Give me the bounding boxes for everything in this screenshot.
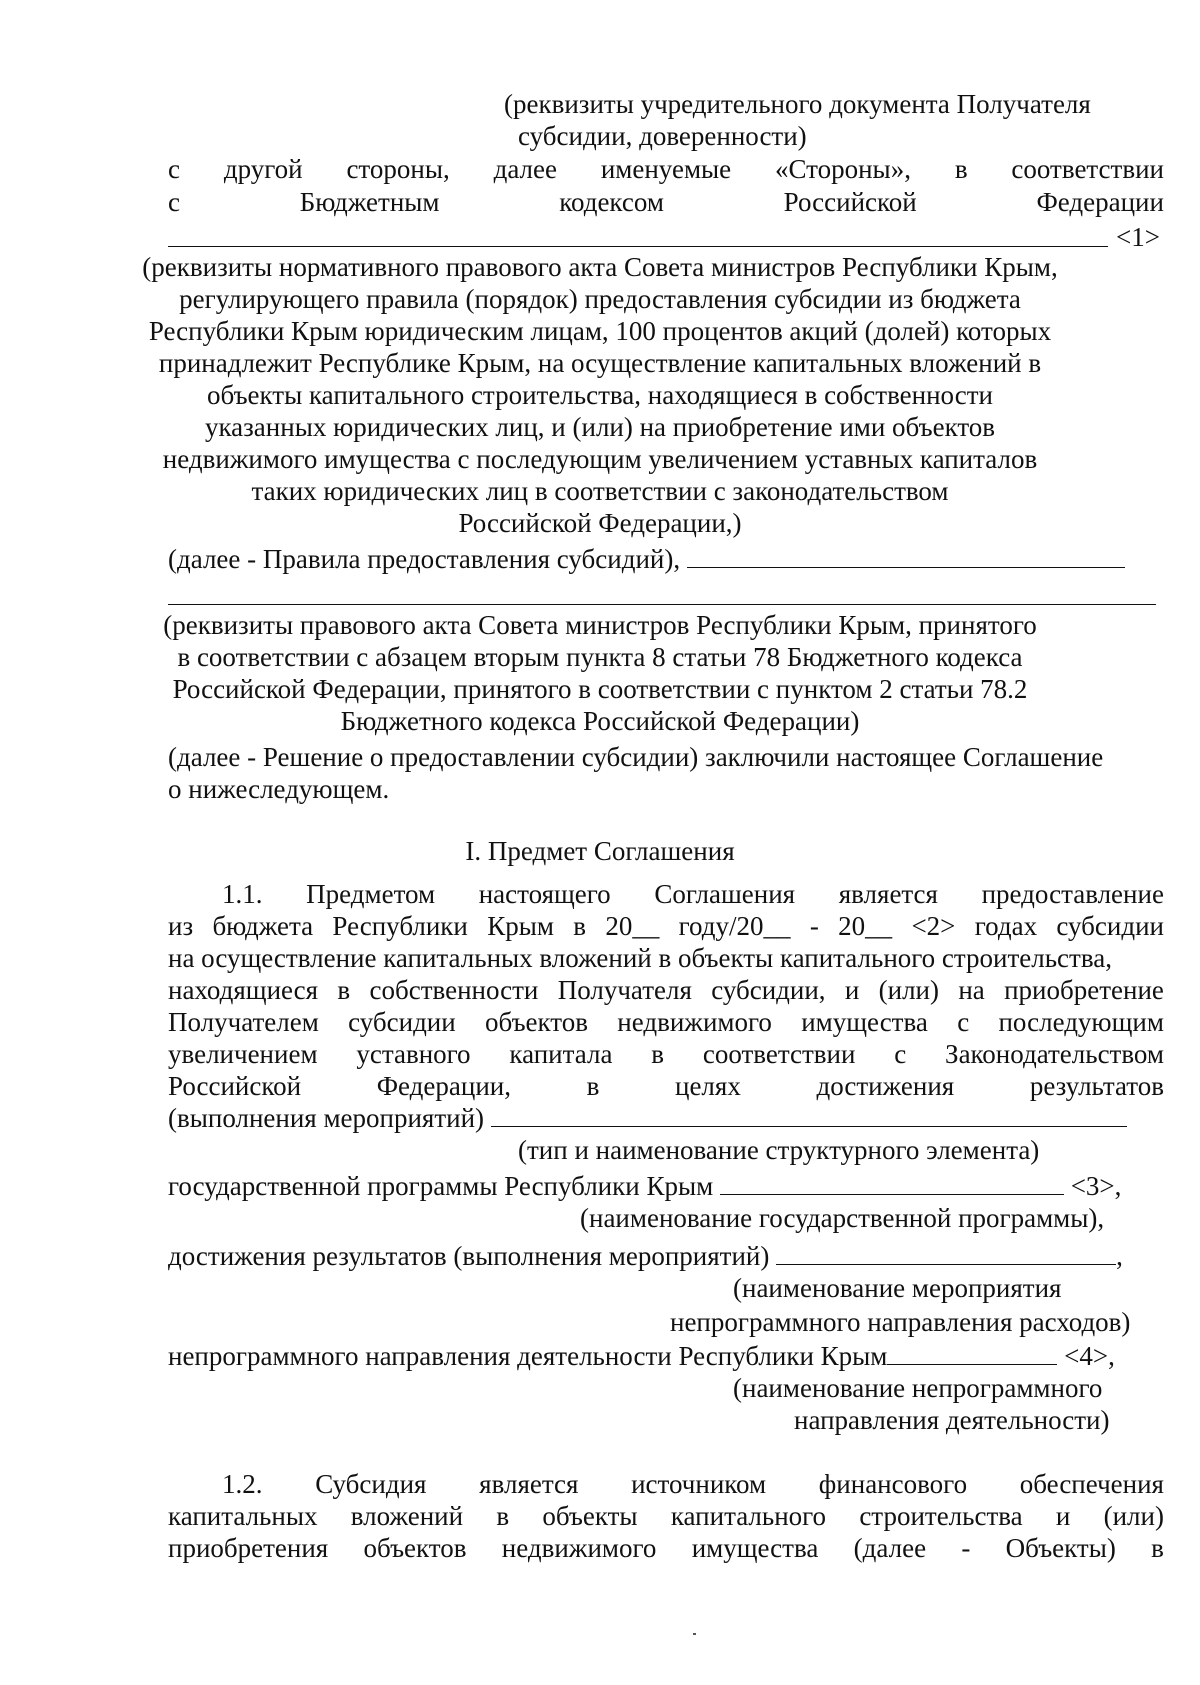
regulation-note-line9: Российской Федерации,) — [458, 508, 742, 538]
clause-1-2-line1: 1.2. Субсидия является источником финансового обеспечения — [222, 1469, 1164, 1499]
nonprogram-note-line1: (наименование непрограммного — [733, 1373, 1103, 1403]
clause-1-1-line3: на осуществление капитальных вложений в объекты капитального строительства, — [168, 943, 1112, 973]
regulation-note-line1: (реквизиты нормативного правового акта Совета министров Республики Крым, — [142, 252, 1058, 282]
blank-field — [776, 1240, 1116, 1265]
clause-1-1-line7: Российской Федерации, в целях достижения результатов — [168, 1071, 1164, 1101]
nonprogram-line: непрограммного направления деятельности Республики Крым <4>, — [168, 1341, 1115, 1371]
structural-element-note: (тип и наименование структурного элемента) — [518, 1135, 1040, 1165]
decision-note-line1: (реквизиты правового акта Совета министров Республики Крым, принятого — [163, 610, 1037, 640]
results-line: достижения результатов (выполнения мероприятий) , — [168, 1241, 1123, 1271]
state-program-note: (наименование государственной программы), — [580, 1203, 1105, 1233]
parties-line: с другой стороны, далее именуемые «Стороны», в соответствии — [168, 154, 1164, 184]
regulation-note-line2: регулирующего правила (порядок) предоставления субсидии из бюджета — [179, 284, 1021, 314]
blank-field — [887, 1340, 1057, 1365]
decision-note-line3: Российской Федерации, принятого в соответствии с пунктом 2 статьи 78.2 — [172, 674, 1028, 704]
clause-1-1-line1: 1.1. Предметом настоящего Соглашения является предоставление — [222, 879, 1164, 909]
activity-note-line2: непрограммного направления расходов) — [670, 1307, 1131, 1337]
blank-line-decision — [168, 604, 1156, 605]
budget-code-line: с Бюджетным кодексом Российской Федерации — [168, 187, 1164, 217]
regulation-note-line7: недвижимого имущества с последующим увеличением уставных капиталов — [162, 444, 1038, 474]
state-program-line: государственной программы Республики Крым <3>, — [168, 1171, 1122, 1201]
decision-line: (далее - Решение о предоставлении субсидии) заключили настоящее Соглашение — [168, 742, 1104, 772]
clause-1-2-line3: приобретения объектов недвижимого имущества (далее - Объекты) в — [168, 1533, 1164, 1563]
blank-field — [491, 1102, 1127, 1127]
clause-1-1-line4: находящиеся в собственности Получателя субсидии, и (или) на приобретение — [168, 975, 1164, 1005]
clause-1-1-line6: увеличением уставного капитала в соответствии с Законодательством — [168, 1039, 1164, 1069]
nonprogram-note-line2: направления деятельности) — [794, 1405, 1110, 1435]
section-heading: I. Предмет Соглашения — [465, 836, 735, 866]
footnote-ref-1: <1> — [1116, 222, 1160, 252]
activity-note-line1: (наименование мероприятия — [733, 1273, 1062, 1303]
scan-speck — [693, 1633, 696, 1635]
decision-note-line4: Бюджетного кодекса Российской Федерации) — [340, 706, 860, 736]
regulation-note-line3: Республики Крым юридическим лицам, 100 процентов акций (долей) которых — [148, 316, 1052, 346]
clause-1-1-line2: из бюджета Республики Крым в 20__ году/20__ - 20__ <2> годах субсидии — [168, 911, 1164, 941]
founding-doc-note-line1: (реквизиты учредительного документа Получателя — [504, 89, 1091, 119]
regulation-note-line6: указанных юридических лиц, и (или) на приобретение ими объектов — [204, 412, 996, 442]
regulation-note-line8: таких юридических лиц в соответствии с законодательством — [251, 476, 949, 506]
regulation-note-line4: принадлежит Республике Крым, на осуществление капитальных вложений в — [158, 348, 1042, 378]
rules-line: (далее - Правила предоставления субсидий), — [168, 543, 1125, 575]
decision-note-line2: в соответствии с абзацем вторым пункта 8 статьи 78 Бюджетного кодекса — [177, 642, 1023, 672]
clause-1-1-line5: Получателем субсидии объектов недвижимого имущества с последующим — [168, 1007, 1164, 1037]
blank-line-regulation — [168, 246, 1108, 247]
blank-field — [687, 543, 1125, 568]
clause-1-1-line8: (выполнения мероприятий) — [168, 1102, 1127, 1134]
founding-doc-note-line2: субсидии, доверенности) — [518, 121, 807, 151]
blank-field — [720, 1170, 1064, 1195]
regulation-note-line5: объекты капитального строительства, находящиеся в собственности — [207, 380, 993, 410]
clause-1-2-line2: капитальных вложений в объекты капитального строительства и (или) — [168, 1501, 1164, 1531]
decision-line2: о нижеследующем. — [168, 774, 390, 804]
